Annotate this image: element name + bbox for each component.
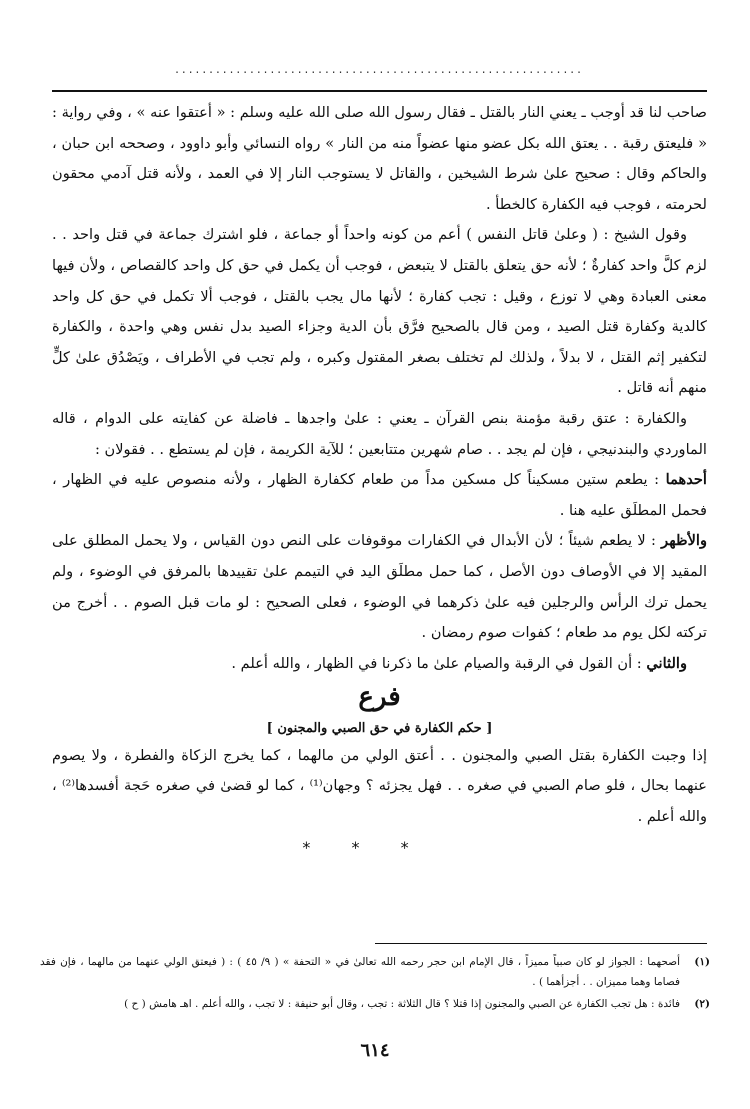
footnote-2-number: (٢) <box>694 998 710 1010</box>
page-number: ٦١٤ <box>360 1040 390 1061</box>
branch-heading <box>52 681 707 717</box>
branch-title: [ حكم الكفارة في حق الصبي والمجنون ] <box>266 720 493 736</box>
header-rule <box>52 90 707 92</box>
branch-ornament: فرع <box>358 682 401 713</box>
footnote-2 <box>40 994 710 1014</box>
footnote-1-text: أصحهما : الجواز لو كان صبياً مميزاً ، قال الإمام ابن حجر رحمه الله تعالىٰ في « التحفة » ( ٩/ ٤٥ ) : ( فيعتق الولي عنهما من مالهما ، فإن فقد فصاما وهما مميزان . . أجزأهما ) . <box>40 956 681 988</box>
footnote-rule <box>375 943 707 944</box>
section-end-stars: * * * <box>302 837 427 857</box>
opinion-2 <box>52 526 707 648</box>
footnote-1 <box>40 952 710 992</box>
opinion-2-text: : لا يطعم شيئاً ؛ لأن الأبدال في الكفارات موقوفات على النص دون القياس ، ولا يحمل المطلق على المقيد إلا في الأوصاف دون الأصل ، كما حمل مطلَق اليد في التيمم علىٰ تقييدها بالمرفق في الوضوء ، ولم يحمل ترك الرأس والرجلين فيه علىٰ ذكرهما في الوضوء ، فعلى الصحيح : لو مات قبل الصوم . . أخرج من تركته لكل يوم مد طعام ؛ كفوات صوم رمضان . <box>52 532 707 642</box>
opinion-1-text: : يطعم ستين مسكيناً كل مسكين مداً من طعام ككفارة الظهار ، ولأنه منصوص عليه في الظهار ، فحمل المطلَق عليه هنا . <box>52 471 707 519</box>
footnotes <box>40 952 710 1016</box>
closing-text: : أن القول في الرقبة والصيام علىٰ ما ذكرنا في الظهار ، والله أعلم . <box>231 654 642 672</box>
opinion-1-label: أحدهما <box>665 471 707 489</box>
closing-label: والثاني <box>646 654 687 672</box>
branch-paragraph: إذا وجبت الكفارة بقتل الصبي والمجنون . . أعتق الولي من مالهما ، كما يخرج الزكاة والفطرة ، ولا يصوم عنهما بحال ، فلو صام الصبي في صغره . . فهل يجزئه ؟ وجهان⁽¹⁾ ، كما لو قضىٰ في صغره حَجة أفسدها⁽²⁾ ، والله أعلم . <box>52 746 707 826</box>
paragraph-3: والكفارة : عتق رقبة مؤمنة بنص القرآن ـ يعني : علىٰ واجدها ـ فاضلة عن كفايته على الدوام ، قاله الماوردي والبندنيجي ، فإن لم يجد . . صام شهرين متتابعين ؛ للآية الكريمة ، فإن لم يستطع . . فقولان : <box>52 409 707 458</box>
footnote-2-text: فائدة : هل تجب الكفارة عن الصبي والمجنون إذا قتلا ؟ قال الثلاثة : تجب ، وقال أبو حنيفة : لا تجب ، والله أعلم . اهـ هامش ( ح ) <box>124 998 680 1010</box>
header-dots: ............................................................ <box>175 62 584 76</box>
closing-paragraph <box>52 649 707 680</box>
paragraph-2: وقول الشيخ : ( وعلىٰ قاتل النفس ) أعم من كونه واحداً أو جماعة ، فلو اشترك جماعة في قتل واحد . . لزم كلَّ واحد كفارةٌ ؛ لأنه حق يتعلق بالقتل لا يتبعض ، فوجب أن يكمل في حق كل واحد كالقصاص ، ولأن فيها معنى العبادة وهي لا توزع ، وقيل : تجب كفارة ؛ لأنها مال يجب بالقتل ، فوجب ألا تكمل في حق كل واحد كالدية وكفارة قتل الصيد ، ومن قال بالصحيح فرَّق بأن الدية وجزاء الصيد بدل نفس وهي واحدة ، والكفارة لتكفير إثم القتل ، لا بدلاً ، ولذلك لم تختلف بصغر المقتول وكبره ، ولم تجب في الأطراف ، ويَصْدُق علىٰ كلٍّ منهم أنه قاتل . <box>52 226 707 397</box>
paragraph-1: صاحب لنا قد أوجب ـ يعني النار بالقتل ـ فقال رسول الله صلى الله عليه وسلم : « أعتقوا عنه » ، وفي رواية : « فليعتق رقبة . . يعتق الله بكل عضو منها عضواً منه من النار » رواه النسائي وأبو داوود ، وصححه ابن حبان ، والحاكم وقال : صحيح علىٰ شرط الشيخين ، والقاتل لا يستوجب النار إلا في العمد ، ولأنه قتل آدمي محقون لحرمته ، فوجب فيه الكفارة كالخطأ . <box>52 104 707 213</box>
opinion-1 <box>52 465 707 526</box>
footnote-1-number: (١) <box>694 956 710 968</box>
opinion-2-label: والأظهر <box>661 532 707 550</box>
main-text <box>52 98 707 863</box>
